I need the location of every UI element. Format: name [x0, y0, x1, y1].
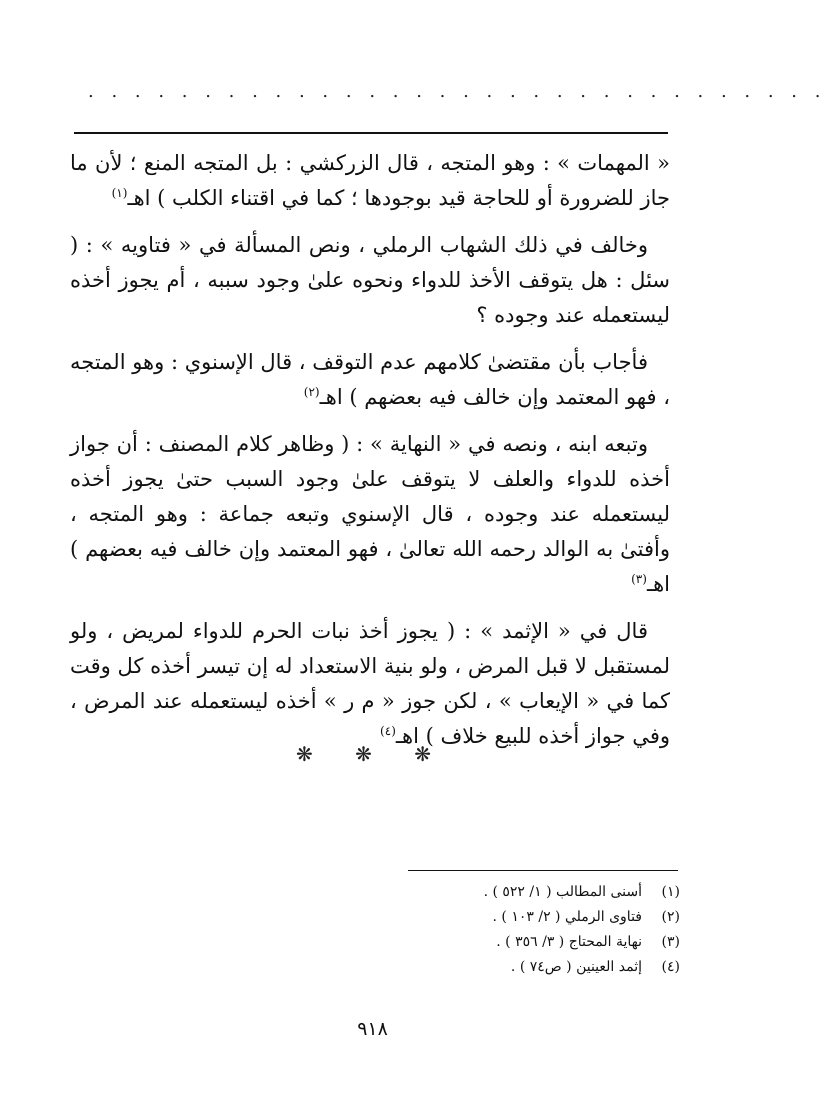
footnote-ref[interactable]: (٣) — [631, 572, 647, 586]
footnote-ref[interactable]: (٢) — [303, 385, 320, 399]
paragraph — [70, 146, 670, 216]
paragraph — [70, 427, 670, 602]
footnote-item — [300, 930, 680, 955]
paragraph — [70, 614, 670, 754]
footnote-text: نهاية المحتاج ( ٣/ ٣٥٦ ) . — [496, 934, 642, 950]
footnote-number: (٣) — [661, 934, 680, 950]
paragraph-text: قال في « الإثمد » : ( يجوز أخذ نبات الحرم للدواء لمريض ، ولو لمستقبل لا قبل المرض ، ولو بنية الاستعداد له إن تيسر أخذه كل وقت كما في « الإيعاب » ، لكن جوز « م ر » أخذه ليستعمله عند المرض ، وفي جواز أخذه للبيع خلاف ) اهـ — [70, 619, 670, 748]
section-separator: ❋ ❋ ❋ — [296, 742, 449, 766]
paragraph-text: فأجاب بأن مقتضىٰ كلامهم عدم التوقف ، قال الإسنوي : وهو المتجه ، فهو المعتمد وإن خالف فيه بعضهم ) اهـ — [70, 350, 670, 409]
footnote-text: أسنى المطالب ( ١/ ٥٢٢ ) . — [483, 884, 642, 900]
header-rule — [74, 132, 668, 134]
paragraph-text: « المهمات » : وهو المتجه ، قال الزركشي : بل المتجه المنع ؛ لأن ما جاز للضرورة أو للحاجة قيد بوجودها ؛ كما في اقتناء الكلب ) اهـ — [70, 151, 670, 210]
footnote-number: (١) — [661, 884, 680, 900]
footnote-text: فتاوى الرملي ( ٢/ ١٠٣ ) . — [492, 909, 642, 925]
footnote-rule — [408, 870, 678, 871]
footnote-ref[interactable]: (٤) — [380, 724, 396, 738]
paragraph — [70, 345, 670, 415]
paragraph — [70, 228, 670, 333]
footnote-text: إثمد العينين ( ص٧٤ ) . — [510, 959, 642, 975]
page-number: ٩١٨ — [357, 1018, 388, 1040]
footnote-number: (٤) — [661, 959, 680, 975]
footnote-item — [300, 880, 680, 905]
footnote-item — [300, 905, 680, 930]
running-header-dots: . . . . . . . . . . . . . . . . . . . . . . . . . . . . . . . . — [88, 81, 826, 102]
footnotes — [300, 880, 680, 980]
paragraph-text: وخالف في ذلك الشهاب الرملي ، ونص المسألة في « فتاويه » : ( سئل : هل يتوقف الأخذ للدواء ونحوه علىٰ وجود سببه ، أم يجوز أخذه ليستعمله عند وجوده ؟ — [70, 233, 670, 327]
footnote-item — [300, 955, 680, 980]
paragraph-text: وتبعه ابنه ، ونصه في « النهاية » : ( وظاهر كلام المصنف : أن جواز أخذه للدواء والعلف لا يتوقف علىٰ وجود السبب حتىٰ يجوز أخذه ليستعمله عند وجوده ، قال الإسنوي وتبعه جماعة : وهو المتجه ، وأفتىٰ به الوالد رحمه الله تعالىٰ ، فهو المعتمد وإن خالف فيه بعضهم ) اهـ — [70, 432, 670, 596]
main-text — [70, 146, 670, 766]
footnote-number: (٢) — [661, 909, 680, 925]
footnote-ref[interactable]: (١) — [111, 186, 128, 200]
